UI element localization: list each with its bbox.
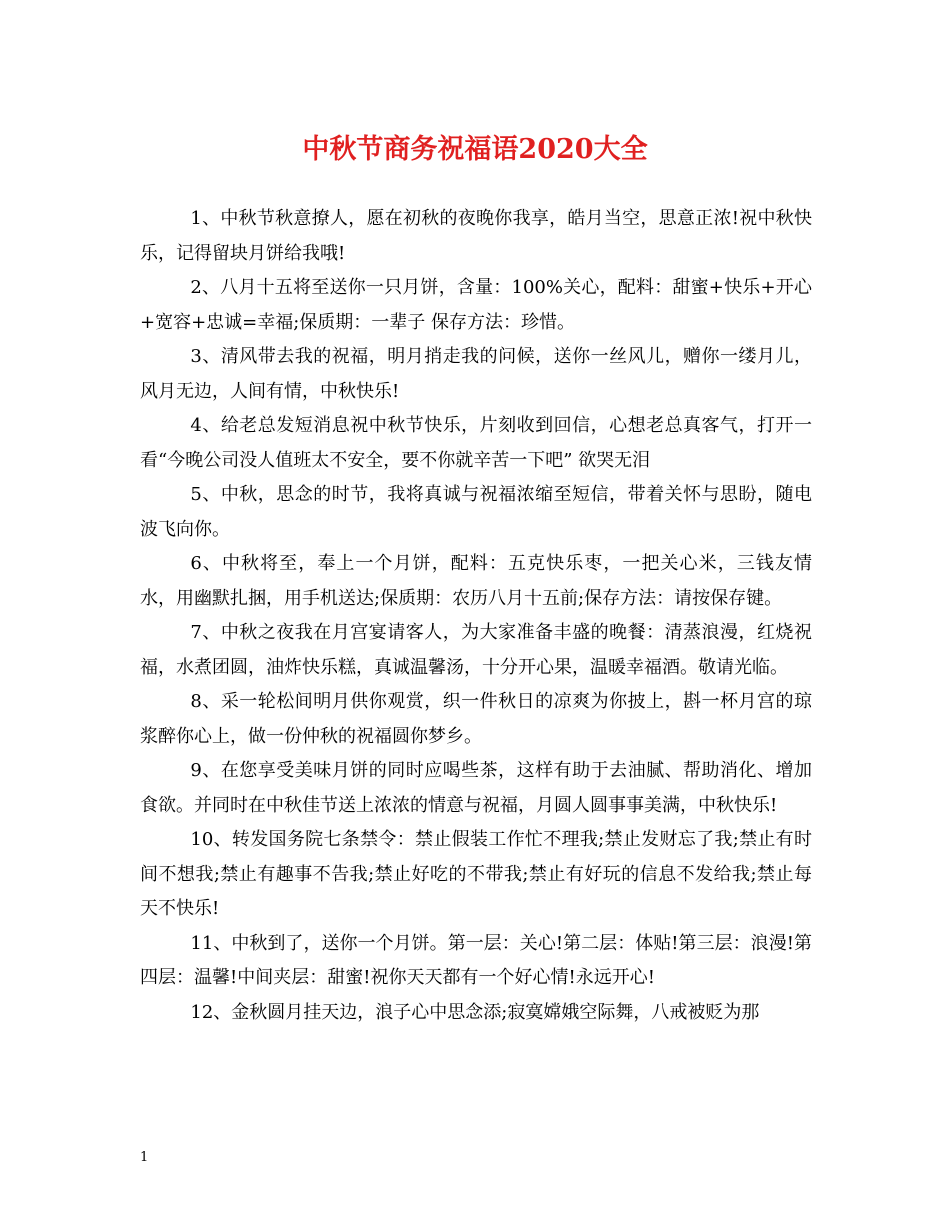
paragraph-7: 7、中秋之夜我在月宫宴请客人，为大家准备丰盛的晚餐：清蒸浪漫，红烧祝福，水煮团圆，油炸快乐糕，真诚温馨汤，十分开心果，温暖幸福酒。敬请光临。	[140, 622, 812, 678]
paragraph-1: 1、中秋节秋意撩人，愿在初秋的夜晚你我享，皓月当空，思意正浓!祝中秋快乐，记得留块月饼给我哦!	[140, 208, 812, 264]
paragraph-12: 12、金秋圆月挂天边，浪子心中思念添;寂寞嫦娥空际舞，八戒被贬为那	[190, 1001, 760, 1023]
paragraph-2: 2、八月十五将至送你一只月饼，含量：100%关心，配料：甜蜜+快乐+开心+宽容+忠诚=幸福;保质期：一辈子 保存方法：珍惜。	[140, 277, 812, 333]
document-title: 中秋节商务祝福语2020大全	[302, 134, 648, 165]
paragraph-3: 3、清风带去我的祝福，明月捎走我的问候，送你一丝风儿，赠你一缕月儿，风月无边，人间有情，中秋快乐!	[140, 346, 812, 402]
page-number: 1	[140, 1150, 149, 1165]
paragraph-9: 9、在您享受美味月饼的同时应喝些茶，这样有助于去油腻、帮助消化、增加食欲。并同时在中秋佳节送上浓浓的情意与祝福，月圆人圆事事美满，中秋快乐!	[140, 760, 812, 816]
paragraph-8: 8、采一轮松间明月供你观赏，织一件秋日的凉爽为你披上，斟一杯月宫的琼浆醉你心上，做一份仲秋的祝福圆你梦乡。	[140, 691, 812, 747]
paragraph-6: 6、中秋将至，奉上一个月饼，配料：五克快乐枣，一把关心米，三钱友情水，用幽默扎捆，用手机送达;保质期：农历八月十五前;保存方法：请按保存键。	[140, 553, 812, 609]
paragraph-11: 11、中秋到了，送你一个月饼。第一层：关心!第二层：体贴!第三层：浪漫!第四层：温馨!中间夹层：甜蜜!祝你天天都有一个好心情!永远开心!	[140, 932, 812, 988]
paragraph-4: 4、给老总发短消息祝中秋节快乐，片刻收到回信，心想老总真客气，打开一看“今晚公司没人值班太不安全，要不你就辛苦一下吧” 欲哭无泪	[140, 415, 812, 471]
paragraph-10: 10、转发国务院七条禁令：禁止假装工作忙不理我;禁止发财忘了我;禁止有时间不想我;禁止有趣事不告我;禁止好吃的不带我;禁止有好玩的信息不发给我;禁止每天不快乐!	[140, 829, 812, 919]
paragraph-5: 5、中秋，思念的时节，我将真诚与祝福浓缩至短信，带着关怀与思盼，随电波飞向你。	[140, 484, 812, 540]
document-body	[140, 202, 812, 1030]
